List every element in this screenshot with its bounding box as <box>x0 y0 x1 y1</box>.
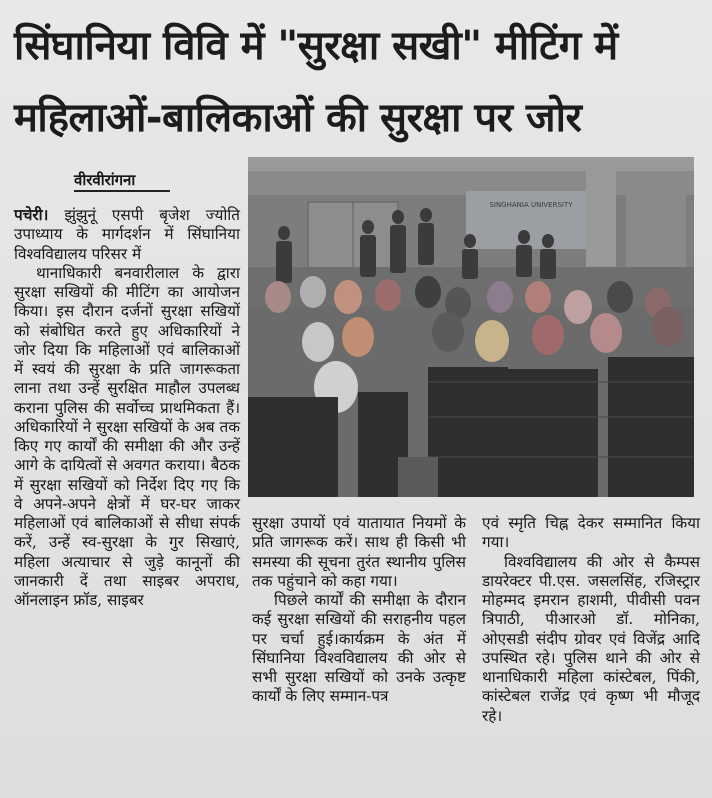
paragraph-col2-b: पिछले कार्यों की समीक्षा के दौरान कई सुरक्षा सखियों की सराहनीय पहल पर चर्चा हुई।कार्यक्रम के अंत में सिंघानिया विश्वविद्यालय की ओर से सभी सुरक्षा सखियों को उनके उत्कृष्ट कार्यों के लिए सम्मान-पत्र <box>252 591 466 706</box>
paragraph-col3-a: एवं स्मृति चिह्न देकर सम्मानित किया गया। <box>482 514 700 552</box>
headline-line-2: महिलाओं-बालिकाओं की सुरक्षा पर जोर <box>14 95 582 141</box>
byline: वीरवीरांगना <box>74 170 170 192</box>
headline-line-1: सिंघानिया विवि में "सुरक्षा सखी" मीटिंग में <box>14 23 618 69</box>
dateline: पचेरी। <box>14 206 49 224</box>
paragraph-col3-b: विश्वविद्यालय की ओर से कैम्पस डायरेक्टर पी.एस. जसलसिंह, रजिस्ट्रार मोहम्मद इमरान हाशमी, पीवीसी पवन त्रिपाठी, पीआरओ डॉ. मोनिका, ओएसडी संदीप ग्रोवर एवं विजेंद्र आदि उपस्थित रहे। पुलिस थाने की ओर से थानाधिकारी महिला कांस्टेबल, पिंकी, कांस्टेबल राजेंद्र एवं कृष्ण भी मौजूद रहे। <box>482 552 700 725</box>
article-column-3 <box>482 514 700 726</box>
paragraph-main: थानाधिकारी बनवारीलाल के द्वारा सुरक्षा सखियों की मीटिंग का आयोजन किया। इस दौरान दर्जनों सुरक्षा सखियों को संबोधित करते हुए अधिकारियों ने जोर दिया कि महिलाओं एवं बालिकाओं में स्वयं की सुरक्षा के प्रति जागरूकता लाना तथा उन्हें सुरक्षित माहौल उपलब्ध कराना पुलिस की सर्वोच्च प्राथमिकता हैं। अधिकारियों ने सुरक्षा सखियों के अब तक किए गए कार्यों की समीक्षा की और उन्हें आगे के दायित्वों से अवगत कराया। बैठक में सुरक्षा सखियों को निर्देश दिए गए कि वे अपने-अपने क्षेत्रों में घर-घर जाकर महिलाओं एवं बालिकाओं से सीधा संपर्क करें, उन्हें स्व-सुरक्षा के गुर सिखाएं, महिला अत्याचार से जुड़े कानूनों की जानकारी दें तथा साइबर अपराध, ऑनलाइन फ्रॉड, साइबर <box>14 263 240 609</box>
photo-banner-text: SINGHANIA UNIVERSITY <box>489 201 573 209</box>
article-column-2 <box>252 514 466 707</box>
event-photo <box>248 157 694 497</box>
article-column-1 <box>14 206 240 610</box>
paragraph-col2-a: सुरक्षा उपायों एवं यातायात नियमों के प्रति जागरूक करें। साथ ही किसी भी समस्या की सूचना तुरंत स्थानीय पुलिस तक पहुंचाने को कहा गया। <box>252 514 466 590</box>
paragraph-intro: झुंझुनूं एसपी बृजेश ज्योति उपाध्याय के मार्गदर्शन में सिंघानिया विश्वविद्यालय परिसर में <box>14 206 240 263</box>
